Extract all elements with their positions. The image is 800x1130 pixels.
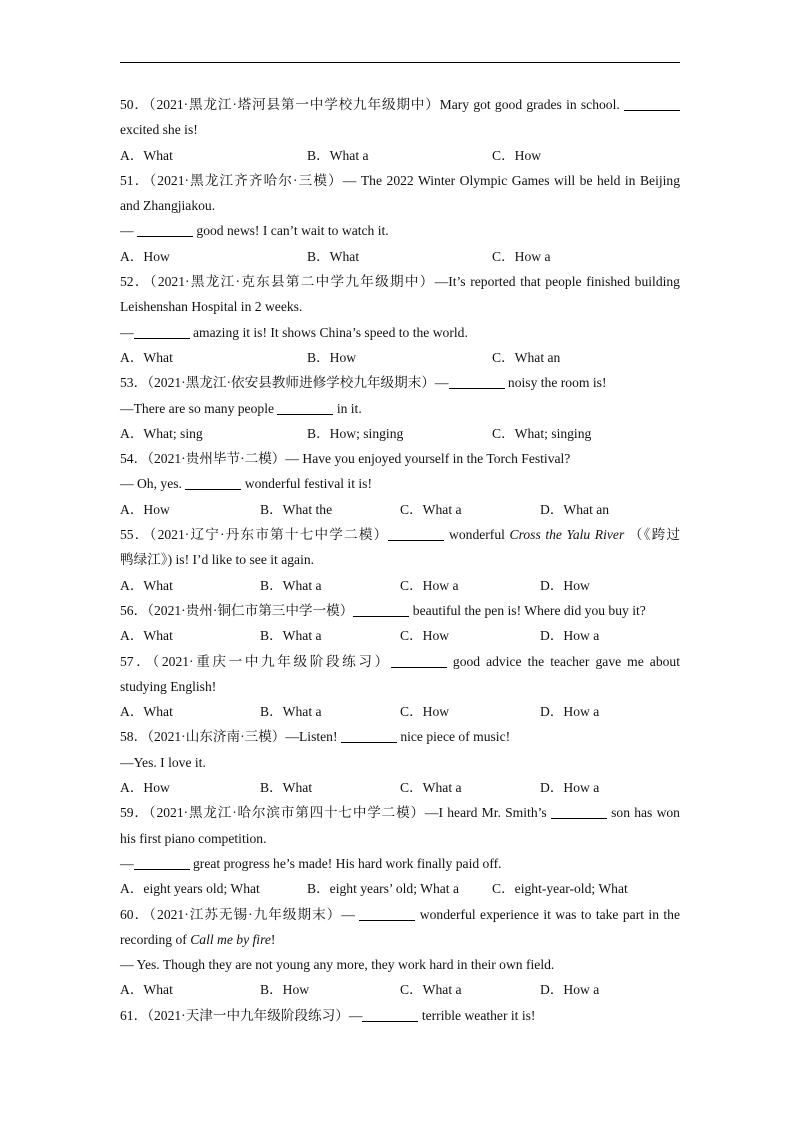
option-a[interactable]: A．What; sing xyxy=(120,425,203,441)
option-c[interactable]: C．What a xyxy=(400,501,462,517)
option-c[interactable]: C．What a xyxy=(400,780,462,796)
question-50-stem: 50．（2021·黑龙江·塔河县第一中学校九年级期中）Mary got good grades in school. xyxy=(120,92,680,117)
question-source: （2021·天津一中九年级阶段练习） xyxy=(147,1007,349,1023)
question-54-reply: — Oh, yes. wonderful festival it is! xyxy=(120,476,372,492)
answer-blank[interactable] xyxy=(353,602,409,617)
option-b[interactable]: B．What a xyxy=(307,147,369,163)
option-a[interactable]: A．How xyxy=(120,248,170,264)
option-d[interactable]: D．How a xyxy=(540,704,600,720)
option-c[interactable]: C．What; singing xyxy=(492,425,592,441)
question-number: 55． xyxy=(120,527,150,543)
question-60-stem: 60．（2021·江苏无锡·九年级期末）— wonderful experience it was to take part in the xyxy=(120,906,681,922)
answer-blank[interactable] xyxy=(277,400,333,415)
option-b[interactable]: B．What the xyxy=(260,501,333,517)
option-b[interactable]: B．How; singing xyxy=(307,425,404,441)
option-c[interactable]: C．How xyxy=(400,628,450,644)
question-source: （2021·贵州·铜仁市第三中学一模） xyxy=(147,602,354,618)
question-56-options xyxy=(120,623,680,648)
question-57-stem-cont: studying English! xyxy=(120,678,217,694)
question-source: （2021·江苏无锡·九年级期末） xyxy=(149,906,342,922)
answer-blank[interactable] xyxy=(551,804,607,819)
option-c[interactable]: C．How xyxy=(492,147,542,163)
header-rule xyxy=(120,62,680,63)
option-d[interactable]: D．How a xyxy=(540,982,600,998)
question-59-reply: — great progress he’s made! His hard work finally paid off. xyxy=(120,855,502,871)
question-source: （2021·黑龙江·依安县教师进修学校九年级期末） xyxy=(147,375,435,391)
question-60-reply: — Yes. Though they are not young any more, they work hard in their own field. xyxy=(120,957,555,973)
answer-blank[interactable] xyxy=(134,855,190,870)
option-c[interactable]: C．How xyxy=(400,704,450,720)
option-a[interactable]: A．What xyxy=(120,704,173,720)
option-a[interactable]: A．What xyxy=(120,147,173,163)
answer-blank[interactable] xyxy=(134,324,190,339)
question-number: 57． xyxy=(120,653,153,669)
answer-blank[interactable] xyxy=(359,906,415,921)
question-number: 53． xyxy=(120,375,148,391)
question-50-stem-cont: excited she is! xyxy=(120,122,198,138)
question-number: 61． xyxy=(120,1007,148,1023)
question-number: 50． xyxy=(120,97,149,112)
answer-blank[interactable] xyxy=(362,1007,418,1022)
question-number: 56． xyxy=(120,602,148,618)
option-d[interactable]: D．How xyxy=(540,577,590,593)
question-number: 59． xyxy=(120,805,149,821)
question-55-stem: 55．（2021·辽宁·丹东市第十七中学二模） wonderful Cross the Yalu River （《跨过 xyxy=(120,527,680,543)
question-source: （2021·重庆一中九年级阶段练习） xyxy=(152,653,391,669)
option-c[interactable]: C．What a xyxy=(400,982,462,998)
question-60-options xyxy=(120,977,680,1002)
option-b[interactable]: B．What a xyxy=(260,577,322,593)
option-b[interactable]: B．What xyxy=(307,248,360,264)
question-53-reply: —There are so many people in it. xyxy=(120,400,362,416)
question-54-options xyxy=(120,497,680,522)
question-source: （2021·山东济南·三模） xyxy=(147,729,286,745)
question-number: 58． xyxy=(120,729,148,745)
option-c[interactable]: C．How a xyxy=(492,248,551,264)
question-source: （2021·黑龙江·塔河县第一中学校九年级期中） xyxy=(148,97,440,112)
option-a[interactable]: A．What xyxy=(120,349,173,365)
question-58-stem: 58．（2021·山东济南·三模）—Listen! nice piece of music! xyxy=(120,729,511,745)
question-58-options xyxy=(120,775,680,800)
question-source: （2021·辽宁·丹东市第十七中学二模） xyxy=(149,527,389,543)
option-c[interactable]: C．How a xyxy=(400,577,459,593)
question-53-options xyxy=(120,421,680,446)
question-number: 60． xyxy=(120,906,150,922)
question-55-stem-cont: 鸭绿江》) is! I’d like to see it again. xyxy=(120,552,315,568)
option-a[interactable]: A．What xyxy=(120,982,173,998)
question-51-stem-cont: and Zhangjiakou. xyxy=(120,198,216,214)
question-52-stem: 52．（2021·黑龙江·克东县第二中学九年级期中）—It’s reported that people finished building xyxy=(120,274,680,290)
question-59-options xyxy=(120,876,680,901)
film-title: Cross the Yalu River xyxy=(509,527,625,543)
answer-blank[interactable] xyxy=(391,653,447,668)
answer-blank[interactable] xyxy=(341,728,397,743)
question-58-reply: —Yes. I love it. xyxy=(120,754,206,770)
answer-blank[interactable] xyxy=(185,475,241,490)
question-52-stem-cont: Leishenshan Hospital in 2 weeks. xyxy=(120,299,303,315)
question-59-stem-cont: his first piano competition. xyxy=(120,830,267,846)
question-51-stem: 51．（2021·黑龙江齐齐哈尔·三模）— The 2022 Winter Olympic Games will be held in Beijing xyxy=(120,172,681,188)
option-b[interactable]: B．What a xyxy=(260,704,322,720)
answer-blank[interactable] xyxy=(137,222,193,237)
question-52-options xyxy=(120,345,680,370)
option-d[interactable]: D．How a xyxy=(540,628,600,644)
question-source: （2021·黑龙江·哈尔滨市第四十七中学二模） xyxy=(148,805,425,821)
option-a[interactable]: A．eight years old; What xyxy=(120,881,260,897)
question-source: （2021·贵州毕节·二模） xyxy=(147,451,286,467)
option-a[interactable]: A．How xyxy=(120,501,170,517)
question-61-stem: 61．（2021·天津一中九年级阶段练习）— terrible weather it is! xyxy=(120,1007,536,1023)
option-b[interactable]: B．What a xyxy=(260,628,322,644)
question-source: （2021·黑龙江·克东县第二中学九年级期中） xyxy=(149,274,435,290)
option-b[interactable]: B．How xyxy=(307,349,357,365)
option-a[interactable]: A．How xyxy=(120,780,170,796)
question-60-stem-cont: recording of Call me by fire! xyxy=(120,931,276,947)
question-51-reply: — good news! I can’t wait to watch it. xyxy=(120,223,389,239)
question-number: 54． xyxy=(120,451,148,467)
option-a[interactable]: A．What xyxy=(120,577,173,593)
option-a[interactable]: A．What xyxy=(120,628,173,644)
question-59-stem: 59．（2021·黑龙江·哈尔滨市第四十七中学二模）—I heard Mr. Smith’s son has won xyxy=(120,805,680,821)
question-52-reply: — amazing it is! It shows China’s speed to the world. xyxy=(120,324,468,340)
answer-blank[interactable] xyxy=(624,96,680,111)
option-d[interactable]: D．What an xyxy=(540,501,610,517)
option-b[interactable]: B．What xyxy=(260,780,313,796)
question-number: 51． xyxy=(120,172,150,188)
option-b[interactable]: B．eight years’ old; What a xyxy=(307,881,460,897)
answer-blank[interactable] xyxy=(449,374,505,389)
option-c[interactable]: C．eight-year-old; What xyxy=(492,881,628,897)
option-d[interactable]: D．How a xyxy=(540,780,600,796)
question-55-options xyxy=(120,573,680,598)
option-b[interactable]: B．How xyxy=(260,982,310,998)
question-50-options xyxy=(120,143,680,168)
question-list xyxy=(120,92,680,1028)
question-53-stem: 53．（2021·黑龙江·依安县教师进修学校九年级期末）— noisy the room is! xyxy=(120,375,607,391)
question-56-stem: 56．（2021·贵州·铜仁市第三中学一模） beautiful the pen is! Where did you buy it? xyxy=(120,602,646,618)
question-54-stem: 54．（2021·贵州毕节·二模）— Have you enjoyed yourself in the Torch Festival? xyxy=(120,451,571,467)
option-c[interactable]: C．What an xyxy=(492,349,561,365)
answer-blank[interactable] xyxy=(388,526,444,541)
question-number: 52． xyxy=(120,274,150,290)
program-title: Call me by fire xyxy=(190,931,271,947)
question-57-stem: 57．（2021·重庆一中九年级阶段练习） good advice the teacher gave me about xyxy=(120,653,681,669)
question-source: （2021·黑龙江齐齐哈尔·三模） xyxy=(149,172,343,188)
question-51-options xyxy=(120,244,680,269)
question-57-options xyxy=(120,699,680,724)
